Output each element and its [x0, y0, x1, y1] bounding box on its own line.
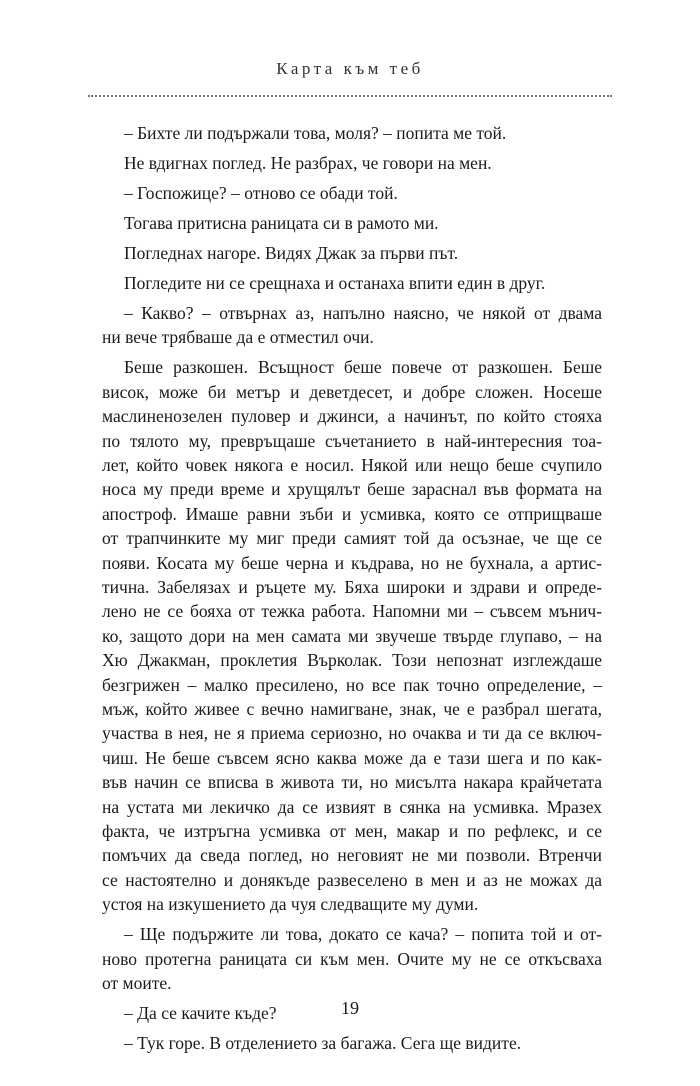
- text-line: маслиненозелен пуловер и джинси, а начинът, по който стояха: [102, 406, 602, 427]
- text-line: Погледнах нагоре. Видях Джак за първи път.: [124, 243, 459, 263]
- running-header: Карта към теб: [276, 59, 424, 78]
- text-line: участва в нея, не я приема сериозно, но очаква и ти да се включ-: [102, 723, 602, 744]
- text-line: лено не се бояха от тежка работа. Напомни ми – съвсем мънич-: [102, 601, 602, 622]
- text-line: – Госпожице? – отново се обади той.: [124, 183, 398, 203]
- text-line: появи. Косата му беше черна и къдрава, но не бухнала, а артис-: [102, 552, 602, 573]
- text-line: Погледите ни се срещнаха и останаха впити един в друг.: [124, 273, 546, 293]
- page-number: 19: [341, 998, 359, 1018]
- text-line: от моите.: [102, 973, 172, 993]
- text-line: лет, който човек някога е носил. Някой или нещо беше счупило: [102, 455, 602, 475]
- text-line: мъж, който живее с вечно намигване, знак, че е разбрал шегата,: [102, 699, 602, 719]
- text-line: Тогава притисна раницата си в рамото ми.: [124, 213, 439, 233]
- text-line: Хю Джакман, проклетия Върколак. Този непознат изглеждаше: [102, 650, 602, 671]
- text-line: на устата ми лекичко да се извият в сянка на усмивка. Мразех: [102, 796, 602, 817]
- text-line: Не вдигнах поглед. Не разбрах, че говори на мен.: [124, 153, 492, 173]
- text-line: апостроф. Имаше равни зъби и усмивка, която се отприщваше: [102, 503, 602, 524]
- text-line: ново протегна раницата си към мен. Очите му не се откъсваха: [102, 948, 602, 969]
- text-line: чиш. Не беше съвсем ясно каква може да е тази шега и по как-: [102, 747, 602, 768]
- text-line: от трапчинките му миг преди самият той да осъзнае, че ще се: [102, 528, 602, 549]
- text-line: устоя на изкушението да чуя следващите му думи.: [102, 894, 479, 915]
- text-line: – Тук горе. В отделението за багажа. Сега ще видите.: [124, 1033, 522, 1053]
- text-line: факта, че изтръгна усмивка от мен, макар и по рефлекс, и се: [102, 821, 602, 841]
- text-line: по тялото му, превръщаше съчетанието в най-интересния тоа-: [102, 430, 602, 451]
- text-line: – Какво? – отвърнах аз, напълно наясно, че някой от двама: [124, 303, 602, 323]
- text-line: ни вече трябваше да е отместил очи.: [102, 327, 374, 348]
- text-line: безгрижен – малко пресилено, но все пак точно определение, –: [102, 674, 602, 695]
- text-line: носа му преди време и хрущялът беше зараснал във формата на: [102, 479, 602, 500]
- text-line: висок, може би метър и деветдесет, и добре сложен. Носеше: [102, 381, 602, 402]
- header-divider: [88, 95, 612, 97]
- text-line: – Да се качите къде?: [124, 1003, 277, 1023]
- text-line: ко, защото дори на мен самата ми звучеше твърде глупаво, – на: [102, 625, 602, 646]
- text-line: помъчих да сведа поглед, но неговият не ми позволи. Втренчи: [102, 845, 602, 866]
- text-line: във начин се вписва в живота ти, но мисълта накара крайчетата: [102, 772, 602, 793]
- text-line: – Ще подържите ли това, докато се кача? – попита той и от-: [124, 924, 602, 945]
- text-line: се настоятелно и донякъде развеселено в мен и аз не можах да: [102, 869, 602, 890]
- text-line: Беше разкошен. Всъщност беше повече от разкошен. Беше: [124, 357, 602, 378]
- text-line: – Бихте ли подържали това, моля? – попита ме той.: [124, 123, 507, 143]
- text-line: тична. Забелязах и ръцете му. Бяха широки и здрави и опреде-: [102, 577, 602, 597]
